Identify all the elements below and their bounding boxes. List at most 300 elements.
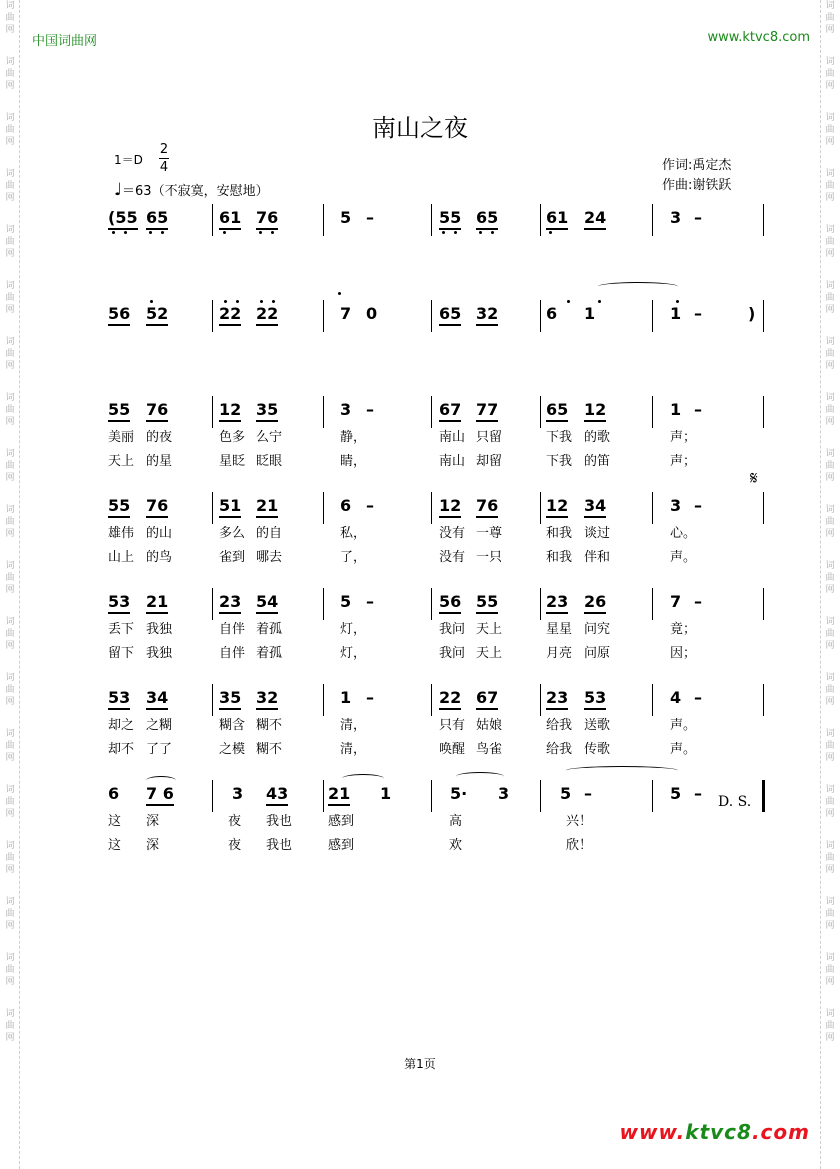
octave-dot-high (224, 300, 227, 303)
lyric-verse-1: 自伴 (219, 622, 246, 637)
note-group: 67 (439, 400, 461, 422)
bar-line (212, 492, 213, 524)
note-group: 56 (439, 592, 461, 614)
note-group: 1 (670, 400, 682, 419)
note-group: 1 (380, 784, 392, 803)
note-group: ) (748, 304, 756, 323)
note-group: – (366, 208, 374, 227)
octave-dot-low (442, 231, 445, 234)
note-group: – (366, 496, 374, 515)
note-group: 7 (670, 592, 682, 611)
lyric-verse-1: 姑娘 (476, 718, 503, 733)
watermark-text: 词曲网 (5, 393, 15, 427)
lyric-verse-2: 睛， (340, 454, 367, 469)
lyric-verse-1: 感到 (328, 814, 355, 829)
watermark-text: 词曲网 (5, 57, 15, 91)
lyric-verse-2: 声。 (670, 742, 697, 757)
watermark-text: 词曲网 (5, 281, 15, 315)
bar-line (652, 492, 653, 524)
lyric-verse-2: 之模 (219, 742, 246, 757)
note-group: 34 (146, 688, 168, 710)
note-group: 1 (670, 304, 682, 323)
watermark-text: 词曲网 (5, 113, 15, 147)
lyric-verse-2: 灯， (340, 646, 367, 661)
bar-line (323, 492, 324, 524)
note-group: 1 (584, 304, 596, 323)
octave-dot-high (567, 300, 570, 303)
note-group: 22 (439, 688, 461, 710)
lyric-verse-1: 私， (340, 526, 367, 541)
bar-line (763, 204, 764, 236)
note-group: 0 (366, 304, 378, 323)
site-url[interactable]: www.ktvc8.com (707, 30, 810, 45)
lyric-verse-2: 自伴 (219, 646, 246, 661)
note-group: 53 (584, 688, 606, 710)
bar-line (652, 396, 653, 428)
note-group: 61 (219, 208, 241, 230)
lyric-verse-2: 山上 (108, 550, 135, 565)
watermark-text: 词曲网 (5, 953, 15, 987)
lyric-verse-1: 丢下 (108, 622, 135, 637)
bar-line (540, 300, 541, 332)
lyric-verse-1: 之糊 (146, 718, 173, 733)
quarter-note-icon: ♩ (114, 180, 123, 200)
lyricist: 作词:禹定杰 (662, 158, 732, 173)
bar-line (431, 684, 432, 716)
octave-dot-high (260, 300, 263, 303)
lyric-verse-1: 糊不 (256, 718, 283, 733)
note-group: 21 (146, 592, 168, 614)
bar-line (431, 300, 432, 332)
watermark-text: 词曲网 (825, 897, 835, 931)
note-group: 53 (108, 688, 130, 710)
watermark-text: 词曲网 (825, 1, 835, 35)
note-group: 55 (108, 400, 130, 422)
watermark-text: 词曲网 (825, 561, 835, 595)
score-row (0, 784, 840, 814)
bar-line (323, 684, 324, 716)
lyric-verse-2: 鸟雀 (476, 742, 503, 757)
site-name[interactable]: 中国词曲网 (32, 34, 98, 49)
score-row (0, 304, 840, 334)
lyric-verse-1: 的山 (146, 526, 173, 541)
lyric-verse-1: 天上 (476, 622, 503, 637)
octave-dot-low (454, 231, 457, 234)
watermark-text: 词曲网 (5, 673, 15, 707)
note-group: 5· (450, 784, 468, 803)
lyric-verse-2: 因； (670, 646, 697, 661)
slur (598, 282, 678, 291)
bar-line (212, 684, 213, 716)
lyric-verse-2: 下我 (546, 454, 573, 469)
watermark-text: 词曲网 (825, 673, 835, 707)
slur (342, 774, 384, 783)
note-group: 55 (108, 496, 130, 518)
right-margin-line (820, 0, 821, 1169)
time-top: 2 (159, 142, 169, 157)
note-group: 34 (584, 496, 606, 518)
lyric-verse-1: 只留 (476, 430, 503, 445)
lyric-verse-2: 欢 (449, 838, 463, 853)
bar-line (540, 684, 541, 716)
note-group: 21 (328, 784, 350, 806)
lyric-verse-2: 着孤 (256, 646, 283, 661)
bar-line (212, 780, 213, 812)
lyric-verse-2: 糊不 (256, 742, 283, 757)
bar-line (323, 780, 324, 812)
lyric-verse-2: 欣！ (566, 838, 593, 853)
lyric-verse-1: 么宁 (256, 430, 283, 445)
watermark-text: 词曲网 (5, 785, 15, 819)
lyric-verse-2: 声。 (670, 550, 697, 565)
lyric-verse-2: 哪去 (256, 550, 283, 565)
lyric-verse-1: 和我 (546, 526, 573, 541)
lyric-verse-1: 下我 (546, 430, 573, 445)
note-group: 5 (340, 208, 352, 227)
watermark-text: 词曲网 (825, 337, 835, 371)
bar-line (323, 300, 324, 332)
note-group: 54 (256, 592, 278, 614)
song-title: 南山之夜 (372, 114, 468, 142)
note-group: – (584, 784, 592, 803)
lyric-verse-2: 的鸟 (146, 550, 173, 565)
lyric-verse-1: 心。 (670, 526, 697, 541)
bar-line (763, 684, 764, 716)
octave-dot-high (598, 300, 601, 303)
note-group: 52 (146, 304, 168, 326)
bar-line (652, 588, 653, 620)
watermark-text: 词曲网 (825, 449, 835, 483)
lyric-verse-1: 着孤 (256, 622, 283, 637)
note-group: 53 (108, 592, 130, 614)
note-group: 5 (340, 592, 352, 611)
octave-dot-low (271, 231, 274, 234)
lyric-verse-1: 糊含 (219, 718, 246, 733)
lyric-verse-2: 眨眼 (256, 454, 283, 469)
note-group: 5 (670, 784, 682, 803)
tempo-text: ＝63（不寂寞，安慰地） (122, 184, 269, 199)
note-group: – (694, 304, 702, 323)
lyric-verse-1: 竟； (670, 622, 697, 637)
note-group: 35 (256, 400, 278, 422)
note-group: 26 (584, 592, 606, 614)
watermark-text: 词曲网 (5, 1, 15, 35)
left-watermark (3, 0, 17, 1169)
watermark-text: 词曲网 (5, 841, 15, 875)
lyric-verse-1: 谈过 (584, 526, 611, 541)
note-group: 7 6 (146, 784, 174, 806)
time-bottom: 4 (159, 160, 169, 175)
lyric-verse-2: 唤醒 (439, 742, 466, 757)
note-group: 21 (256, 496, 278, 518)
watermark-text: 词曲网 (5, 561, 15, 595)
lyric-verse-1: 灯， (340, 622, 367, 637)
watermark-text: 词曲网 (5, 225, 15, 259)
bar-line (540, 396, 541, 428)
note-group: 67 (476, 688, 498, 710)
note-group: 12 (219, 400, 241, 422)
bar-line (212, 300, 213, 332)
note-group: 76 (146, 496, 168, 518)
note-group: 35 (219, 688, 241, 710)
lyric-verse-1: 的夜 (146, 430, 173, 445)
lyric-verse-1: 南山 (439, 430, 466, 445)
octave-dot-low (112, 231, 115, 234)
lyric-verse-1: 只有 (439, 718, 466, 733)
time-signature (158, 141, 170, 176)
watermark-text: 词曲网 (825, 169, 835, 203)
lyric-verse-2: 我独 (146, 646, 173, 661)
watermark-text: 词曲网 (825, 1009, 835, 1043)
lyric-verse-1: 问究 (584, 622, 611, 637)
note-group: – (694, 784, 702, 803)
lyric-verse-1: 给我 (546, 718, 573, 733)
lyric-verse-1: 色多 (219, 430, 246, 445)
note-group: 55 (476, 592, 498, 614)
lyric-verse-1: 深 (146, 814, 160, 829)
slur (456, 772, 504, 781)
lyric-verse-2: 却留 (476, 454, 503, 469)
watermark-text: 词曲网 (5, 169, 15, 203)
lyric-verse-2: 天上 (108, 454, 135, 469)
bar-line (763, 300, 764, 332)
segno-icon: 𝄋 (750, 468, 758, 489)
lyric-verse-2: 声； (670, 454, 697, 469)
lyric-verse-1: 却之 (108, 718, 135, 733)
bar-line (763, 492, 764, 524)
note-group: 3 (340, 400, 352, 419)
lyric-verse-2: 问原 (584, 646, 611, 661)
note-group: 65 (546, 400, 568, 422)
bar-line (652, 684, 653, 716)
slur (146, 776, 176, 785)
octave-dot-low (149, 231, 152, 234)
watermark-text: 词曲网 (825, 281, 835, 315)
lyric-verse-2: 南山 (439, 454, 466, 469)
lyric-verse-1: 没有 (439, 526, 466, 541)
note-group: 24 (584, 208, 606, 230)
lyric-verse-1: 的自 (256, 526, 283, 541)
note-group: 77 (476, 400, 498, 422)
watermark-text: 词曲网 (825, 785, 835, 819)
lyric-verse-2: 夜 (228, 838, 242, 853)
lyric-verse-1: 高 (449, 814, 463, 829)
note-group: 22 (256, 304, 278, 326)
watermark-text: 词曲网 (825, 953, 835, 987)
note-group: 3 (232, 784, 244, 803)
lyric-verse-2: 的笛 (584, 454, 611, 469)
note-group: 23 (546, 592, 568, 614)
lyric-verse-1: 这 (108, 814, 122, 829)
lyric-verse-1: 一尊 (476, 526, 503, 541)
bar-line (652, 780, 653, 812)
bar-line (323, 204, 324, 236)
note-group: 7 (340, 304, 352, 323)
bar-line (431, 396, 432, 428)
watermark-text: 词曲网 (5, 617, 15, 651)
bar-line (323, 396, 324, 428)
ds-marking: D. S. (718, 794, 752, 810)
note-group: – (366, 400, 374, 419)
note-group: – (694, 688, 702, 707)
lyric-verse-2: 星眨 (219, 454, 246, 469)
watermark-text: 词曲网 (825, 57, 835, 91)
octave-dot-low (223, 231, 226, 234)
watermark-text: 词曲网 (5, 337, 15, 371)
lyric-verse-2: 和我 (546, 550, 573, 565)
octave-dot-high (236, 300, 239, 303)
note-group: 22 (219, 304, 241, 326)
note-group: – (694, 208, 702, 227)
note-group: 3 (670, 496, 682, 515)
note-group: – (366, 688, 374, 707)
octave-dot-low (549, 231, 552, 234)
bar-line (652, 204, 653, 236)
lyric-verse-2: 这 (108, 838, 122, 853)
note-group: – (694, 592, 702, 611)
note-group: 76 (256, 208, 278, 230)
watermark-text: 词曲网 (5, 505, 15, 539)
lyric-verse-1: 声。 (670, 718, 697, 733)
note-group: 51 (219, 496, 241, 518)
octave-dot-low (161, 231, 164, 234)
key-signature: 1＝D (114, 153, 143, 167)
note-group: 23 (546, 688, 568, 710)
lyric-verse-2: 了， (340, 550, 367, 565)
watermark-text: 词曲网 (5, 897, 15, 931)
note-group: 12 (584, 400, 606, 422)
bar-line (431, 780, 432, 812)
lyric-verse-1: 星星 (546, 622, 573, 637)
lyric-verse-1: 清， (340, 718, 367, 733)
lyric-verse-1: 美丽 (108, 430, 135, 445)
note-group: – (366, 592, 374, 611)
note-group: 65 (439, 304, 461, 326)
lyric-verse-1: 我也 (266, 814, 293, 829)
lyric-verse-2: 留下 (108, 646, 135, 661)
note-group: 12 (439, 496, 461, 518)
bar-line (323, 588, 324, 620)
note-group: 1 (340, 688, 352, 707)
lyric-verse-2: 清， (340, 742, 367, 757)
watermark-text: 词曲网 (825, 225, 835, 259)
lyric-verse-1: 静， (340, 430, 367, 445)
lyric-verse-1: 我问 (439, 622, 466, 637)
note-group: 76 (476, 496, 498, 518)
lyric-verse-2: 的星 (146, 454, 173, 469)
bar-line (763, 588, 764, 620)
lyric-verse-2: 传歌 (584, 742, 611, 757)
note-group: 6 (340, 496, 352, 515)
slur (566, 766, 678, 775)
lyric-verse-2: 天上 (476, 646, 503, 661)
watermark-text: 词曲网 (825, 729, 835, 763)
watermark-text: 词曲网 (5, 729, 15, 763)
note-group: 56 (108, 304, 130, 326)
bar-line (540, 588, 541, 620)
page-number: 第1页 (404, 1057, 436, 1071)
bar-line (540, 204, 541, 236)
lyric-verse-2: 一只 (476, 550, 503, 565)
watermark-text: 词曲网 (825, 617, 835, 651)
note-group: 5 (560, 784, 572, 803)
note-group: 43 (266, 784, 288, 806)
note-group: 6 (546, 304, 558, 323)
lyric-verse-2: 深 (146, 838, 160, 853)
bar-line (763, 396, 764, 428)
watermark-text: 词曲网 (825, 393, 835, 427)
note-group: 6 (108, 784, 120, 803)
octave-dot-high (338, 292, 341, 295)
bar-line (431, 492, 432, 524)
watermark-text: 词曲网 (825, 841, 835, 875)
lyric-verse-2: 感到 (328, 838, 355, 853)
note-group: 61 (546, 208, 568, 230)
note-group: 76 (146, 400, 168, 422)
lyric-verse-2: 了了 (146, 742, 173, 757)
lyric-verse-2: 雀到 (219, 550, 246, 565)
note-group: – (694, 400, 702, 419)
bar-line (212, 396, 213, 428)
lyric-verse-2: 伴和 (584, 550, 611, 565)
bar-line (652, 300, 653, 332)
bar-line (431, 204, 432, 236)
octave-dot-low (479, 231, 482, 234)
octave-dot-high (676, 300, 679, 303)
note-group: 32 (256, 688, 278, 710)
left-margin-line (19, 0, 20, 1169)
octave-dot-high (150, 300, 153, 303)
note-group: 3 (498, 784, 510, 803)
note-group: 4 (670, 688, 682, 707)
lyric-verse-1: 多么 (219, 526, 246, 541)
note-group: (55 (108, 208, 138, 230)
bar-line (431, 588, 432, 620)
watermark-text: 词曲网 (5, 449, 15, 483)
octave-dot-low (259, 231, 262, 234)
note-group: 65 (146, 208, 168, 230)
lyric-verse-2: 给我 (546, 742, 573, 757)
lyric-verse-1: 我独 (146, 622, 173, 637)
octave-dot-low (124, 231, 127, 234)
tempo-marking (114, 180, 269, 200)
lyric-verse-1: 夜 (228, 814, 242, 829)
octave-dot-low (491, 231, 494, 234)
lyric-verse-1: 声； (670, 430, 697, 445)
right-watermark (823, 0, 837, 1169)
lyric-verse-2: 月亮 (546, 646, 573, 661)
lyric-verse-2: 没有 (439, 550, 466, 565)
bottom-logo[interactable]: www.ktvc8.com (619, 1120, 810, 1144)
lyric-verse-2: 我也 (266, 838, 293, 853)
lyric-verse-2: 却不 (108, 742, 135, 757)
note-group: – (694, 496, 702, 515)
lyric-verse-1: 雄伟 (108, 526, 135, 541)
watermark-text: 词曲网 (825, 505, 835, 539)
octave-dot-high (272, 300, 275, 303)
lyric-verse-1: 送歌 (584, 718, 611, 733)
final-bar (762, 780, 765, 812)
note-group: 23 (219, 592, 241, 614)
lyric-verse-1: 兴！ (566, 814, 593, 829)
bar-line (540, 492, 541, 524)
composer: 作曲:谢铁跃 (662, 178, 732, 193)
note-group: 3 (670, 208, 682, 227)
bar-line (540, 780, 541, 812)
note-group: 12 (546, 496, 568, 518)
watermark-text: 词曲网 (825, 113, 835, 147)
bar-line (212, 588, 213, 620)
